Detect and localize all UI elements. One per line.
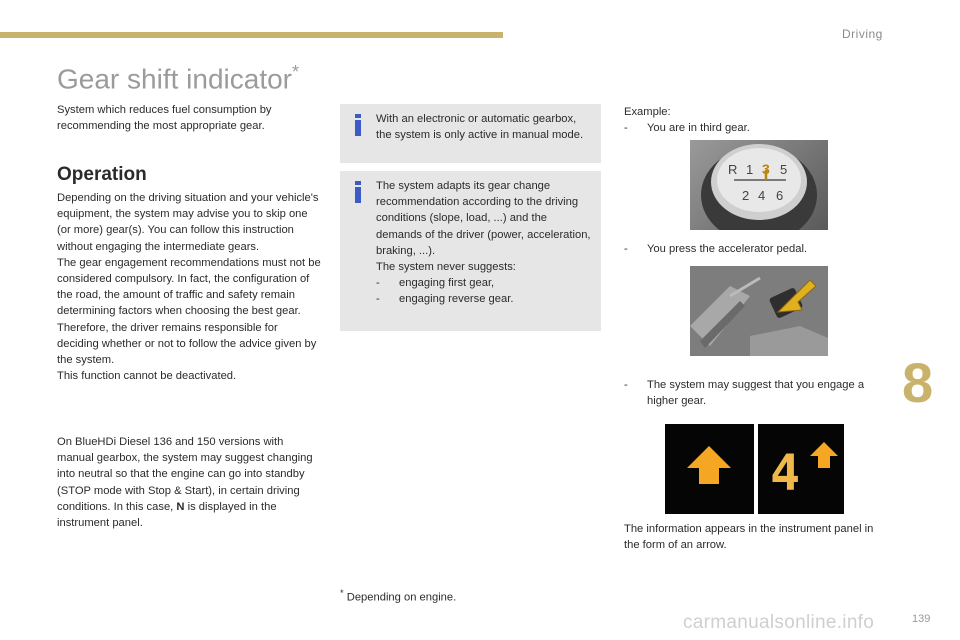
gear-label-r: R [728,162,738,177]
list-item [376,291,591,307]
gear-label-1: 1 [746,162,754,177]
example-block [624,104,884,136]
info-box-text: The system adapts its gear change recommendation according to the driving conditions (slope, load, ...) and the demands of the driver (power, acceleration, braking, ...). [376,180,591,257]
section-label: Driving [842,27,883,41]
info-box-text: The system never suggests: [376,261,516,274]
bluehdi-text [57,434,322,531]
gear-label-3: 3 [762,161,770,177]
info-box-text: With an electronic or automatic gearbox, the system is only active in manual mode. [376,113,584,142]
chapter-number: 8 [902,351,934,414]
list-item [376,275,591,291]
neutral-symbol: N [176,500,185,513]
example-label: Example: [624,106,671,118]
small-up-arrow-icon [810,442,838,468]
gear-label-6: 6 [776,188,784,203]
bluehdi-text-start: On BlueHDi Diesel 136 and 150 versions with manual gearbox, the system may suggest changing into neutral so that the engine can go into standby (STOP mode with Stop & Start), in certain driving conditions. In this case, [57,436,313,513]
gear-knob-image [690,140,828,230]
list-item-text: engaging reverse gear. [399,293,514,306]
example-step-1 [624,120,884,136]
gear-digit-display [758,424,844,514]
info-icon [352,114,364,136]
gear-label-5: 5 [780,162,788,177]
example-step-3 [624,377,884,409]
gear-digit: 4 [770,444,801,502]
gear-display-right [758,424,844,514]
pedal-image [690,266,828,356]
operation-paragraph-3: This function cannot be deactivated. [57,370,237,383]
header-accent-bar [0,32,503,38]
intro-text: System which reduces fuel consumption by recommending the most appropriate gear. [57,104,272,133]
page-number: 139 [912,613,931,625]
intro-paragraph [57,102,322,134]
info-box-automatic [340,104,601,163]
up-arrow-icon [665,424,754,514]
list-item-text: engaging first gear, [399,277,495,290]
list-dash: - [624,243,628,255]
list-dash: - [624,379,628,391]
operation-paragraph-1: Depending on the driving situation and your vehicle's equipment, the system may advise you to skip one (or more) gear(s). You can follow this instruction without engaging the intermediate gears. [57,192,319,253]
operation-paragraph-2: The gear engagement recommendations must not be considered compulsory. In fact, the configuration of the road, the amount of traffic and safety remain determining factors when choosing the best gear. Therefore, the driver remains responsible for deciding whether or not to follow the advice given by the system. [57,256,321,367]
bluehdi-text-end: is displayed in the instrument panel. [57,500,277,530]
bluehdi-paragraph [57,434,322,531]
info-icon [352,181,364,203]
page-title-text: Gear shift indicator [57,63,292,95]
step-text: You are in third gear. [647,122,750,135]
footnote-text: Depending on engine. [346,591,457,604]
info-box-adaptation [340,171,601,331]
operation-heading: Operation [57,164,147,185]
gear-label-4: 4 [758,188,766,203]
gear-knob-photo [690,140,828,230]
watermark: carmanualsonline.info [683,612,875,633]
step-text: You press the accelerator pedal. [647,243,808,255]
gear-label-2: 2 [742,188,750,203]
list-dash: - [376,277,380,290]
footnote-star: * [340,588,344,598]
operation-section [57,190,322,384]
example-step-3-block [624,377,884,409]
step-text: The system may suggest that you engage a higher gear. [647,379,865,408]
example-step-2 [624,241,884,257]
list-dash: - [376,293,380,306]
footnote [340,588,456,604]
arrow-display-left [665,424,754,514]
title-asterisk: * [292,62,300,82]
closing-text: The information appears in the instrument panel in the form of an arrow. [624,523,874,552]
page-title [57,62,299,95]
accelerator-pedal-photo [690,266,828,356]
list-dash: - [624,122,628,135]
example-step-2-block [624,241,884,257]
closing-paragraph [624,521,874,553]
